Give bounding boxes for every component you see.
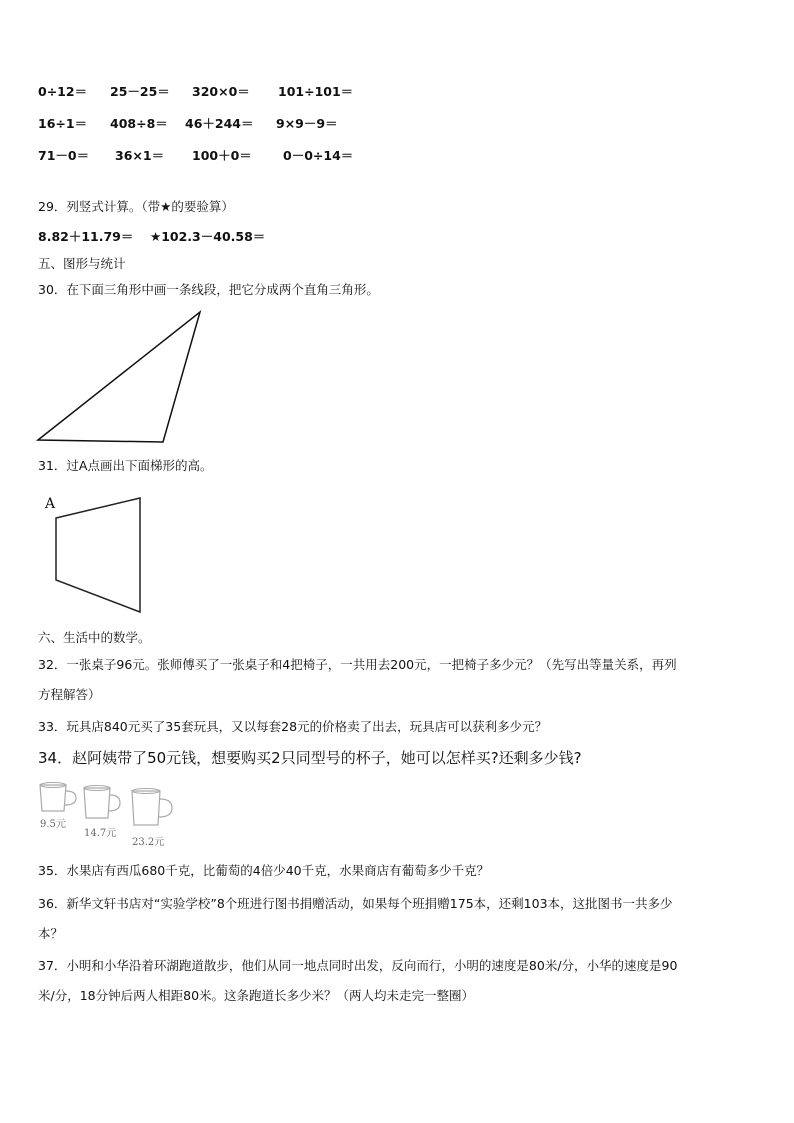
vertical-calc-item: 8.82＋11.79＝ [38,229,134,244]
cup-icon [128,787,174,829]
cup-icon [80,784,122,822]
calc-item: 0÷12＝ [38,84,88,99]
calc-item: 100＋0＝ [192,148,252,163]
calc-item: 320×0＝ [192,84,250,99]
question-37: 37．小明和小华沿着环湖跑道散步，他们从同一地点同时出发，反向而行，小明的速度是80米/分，小华的速度是90 [38,958,678,973]
question-32: 32．一张桌子96元。张师傅买了一张桌子和4把椅子，一共用去200元，一把椅子多少元？（先写出等量关系，再列 [38,657,677,672]
section-heading: 六、生活中的数学。 [38,630,151,645]
question-29: 29．列竖式计算。（带★的要验算） [38,199,234,214]
question-33: 33．玩具店840元买了35套玩具，又以每套28元的价格卖了出去，玩具店可以获利多少元？ [38,719,548,734]
cup-icon [36,781,78,815]
calc-item: 408÷8＝ [110,116,168,131]
calc-item: 9×9－9＝ [276,116,338,131]
calc-item: 46＋244＝ [185,116,254,131]
calc-item: 71－0＝ [38,148,90,163]
cup-item [80,784,130,840]
question-32-cont: 方程解答） [38,687,101,702]
calc-item: 36×1＝ [115,148,165,163]
point-a-label: A [45,496,56,512]
cup-item [36,781,86,831]
question-31: 31．过A点画出下面梯形的高。 [38,458,213,473]
section-heading: 五、图形与统计 [38,256,126,271]
vertical-calc-item: ★102.3－40.58＝ [150,229,266,244]
question-36-cont: 本？ [38,926,64,941]
trapezoid-figure [50,494,160,624]
calc-item: 101÷101＝ [278,84,354,99]
calc-item: 16÷1＝ [38,116,88,131]
calc-item: 25－25＝ [110,84,170,99]
question-36: 36．新华文轩书店对“实验学校”8个班进行图书捐赠活动，如果每个班捐赠175本，还剩103本，这批图书一共多少 [38,896,673,911]
cup-price: 14.7元 [84,828,117,839]
cup-item [128,787,182,847]
cup-price: 23.2元 [132,837,165,848]
question-37-cont: 米/分，18分钟后两人相距80米。这条跑道长多少米？（两人均未走完一整圈） [38,988,475,1003]
question-35: 35．水果店有西瓜680千克，比葡萄的4倍少40千克，水果商店有葡萄多少千克？ [38,863,490,878]
question-30: 30．在下面三角形中画一条线段，把它分成两个直角三角形。 [38,282,379,297]
calc-item: 0－0÷14＝ [283,148,354,163]
question-34: 34．赵阿姨带了50元钱，想要购买2只同型号的杯子，她可以怎样买?还剩多少钱? [38,749,582,767]
triangle-figure [34,308,234,448]
trapezoid-shape [56,498,140,612]
triangle-shape [38,312,200,442]
cup-price: 9.5元 [40,819,66,830]
